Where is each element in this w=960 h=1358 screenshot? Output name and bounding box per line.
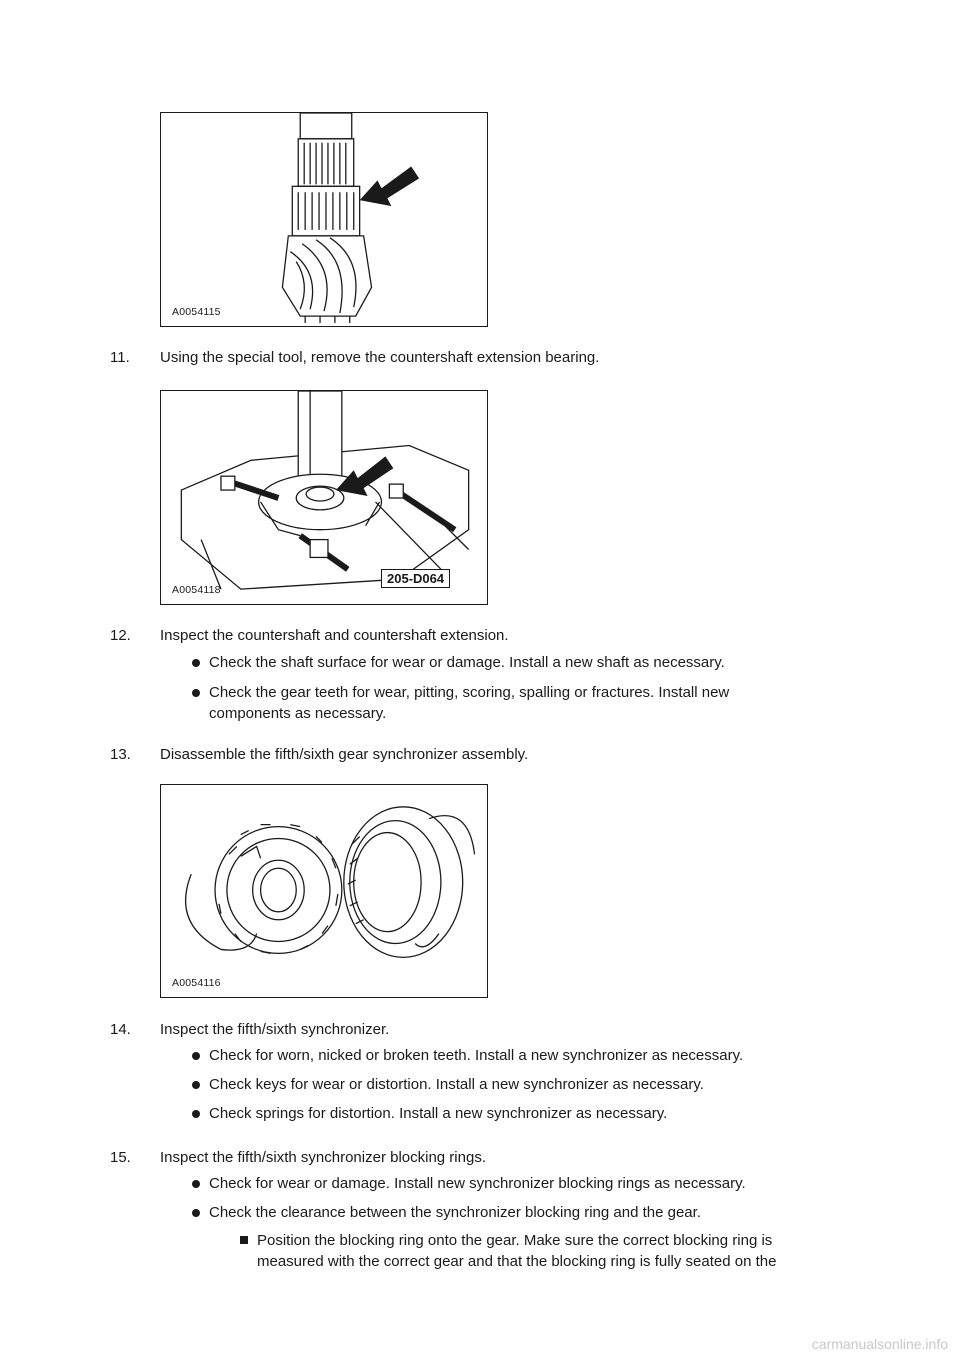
- step-text: Inspect the countershaft and countershaft extension.: [160, 627, 509, 644]
- bullet-text: Check keys for wear or distortion. Install a new synchronizer as necessary.: [209, 1076, 704, 1093]
- step-text: Inspect the fifth/sixth synchronizer.: [160, 1021, 390, 1038]
- step-number: 12.: [110, 627, 131, 644]
- step-text: Disassemble the fifth/sixth gear synchronizer assembly.: [160, 746, 529, 763]
- pointer-arrow-icon: [360, 166, 419, 206]
- step-number: 14.: [110, 1021, 131, 1038]
- figure-code: A0054118: [172, 584, 221, 596]
- step-text: Using the special tool, remove the countershaft extension bearing.: [160, 349, 600, 366]
- tool-label: 205-D064: [381, 569, 450, 588]
- figure-countershaft: [160, 112, 488, 327]
- figure-code: A0054115: [172, 306, 221, 318]
- bullet-dot-icon: [192, 1110, 200, 1118]
- bullet-dot-icon: [192, 1081, 200, 1089]
- step-number: 13.: [110, 746, 131, 763]
- bullet-text: Check for wear or damage. Install new synchronizer blocking rings as necessary.: [209, 1175, 746, 1192]
- countershaft-illustration: [161, 113, 487, 326]
- bullet-text: Check the clearance between the synchronizer blocking ring and the gear.: [209, 1204, 701, 1221]
- bullet-dot-icon: [192, 1180, 200, 1188]
- bullet-text: Check the gear teeth for wear, pitting, scoring, spalling or fractures. Install new components as necessary.: [209, 684, 730, 722]
- figure-code: A0054116: [172, 977, 221, 989]
- bullet-dot-icon: [192, 689, 200, 697]
- bullet-text: Check springs for distortion. Install a new synchronizer as necessary.: [209, 1105, 668, 1122]
- synchronizer-illustration: [161, 785, 487, 997]
- square-bullet-icon: [240, 1236, 248, 1244]
- figure-bearing-puller: [160, 390, 488, 605]
- figure-synchronizer: [160, 784, 488, 998]
- sub-bullet-text: Position the blocking ring onto the gear. Make sure the correct blocking ring is measured with the correct gear and that the blocking ring is fully seated on the: [257, 1232, 777, 1270]
- bullet-dot-icon: [192, 1209, 200, 1217]
- bullet-text: Check the shaft surface for wear or damage. Install a new shaft as necessary.: [209, 654, 725, 671]
- step-number: 15.: [110, 1149, 131, 1166]
- bullet-dot-icon: [192, 1052, 200, 1060]
- step-number: 11.: [110, 349, 130, 366]
- watermark: carmanualsonline.info: [811, 1336, 948, 1352]
- step-text: Inspect the fifth/sixth synchronizer blocking rings.: [160, 1149, 486, 1166]
- bullet-text: Check for worn, nicked or broken teeth. Install a new synchronizer as necessary.: [209, 1047, 744, 1064]
- bullet-dot-icon: [192, 659, 200, 667]
